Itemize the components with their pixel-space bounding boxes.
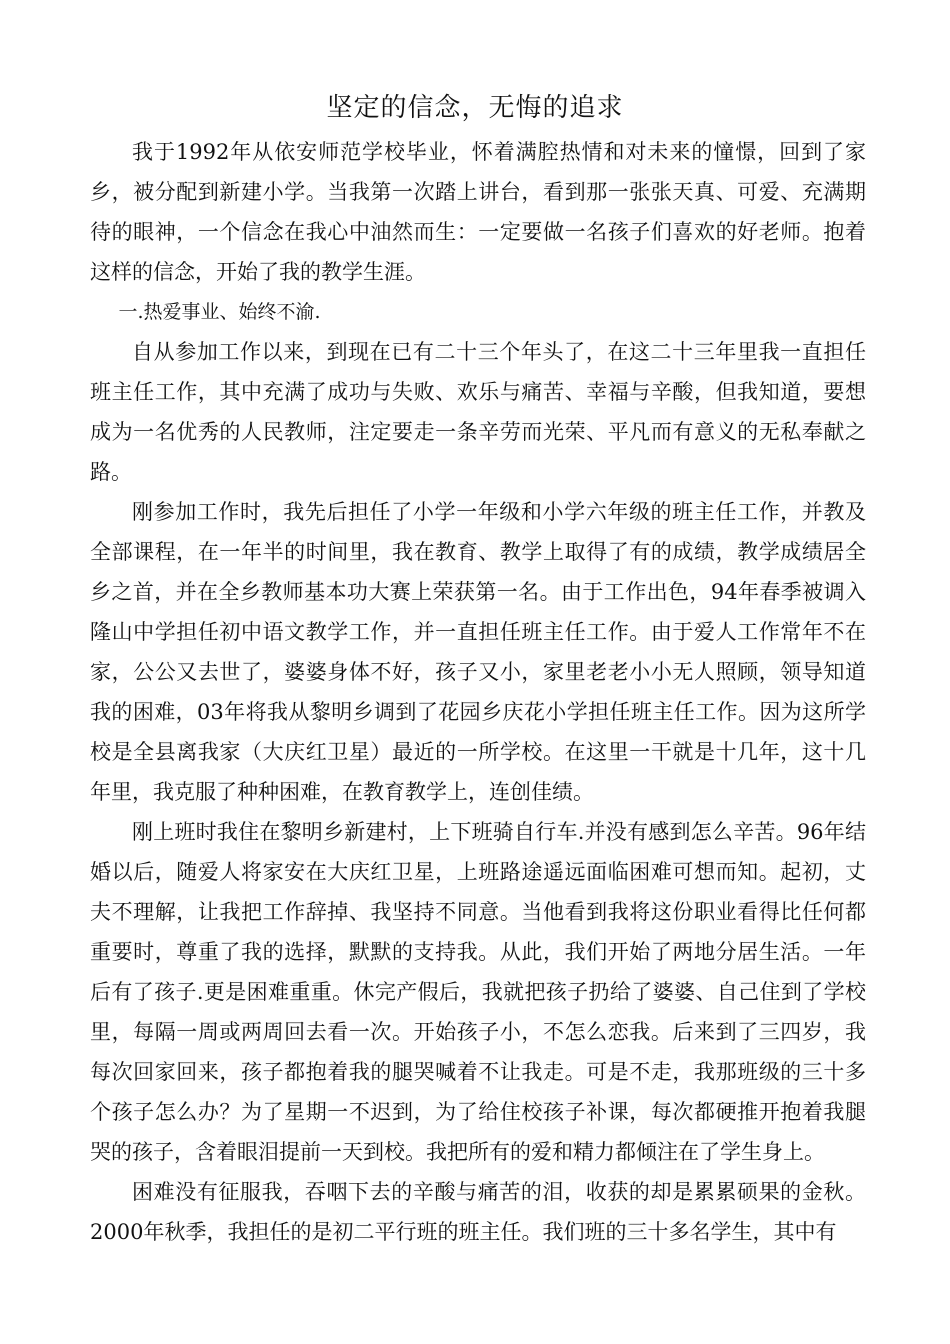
paragraph: 自从参加工作以来，到现在已有二十三个年头了，在这二十三年里我一直担任班主任工作，其中充满了成功与失败、欢乐与痛苦、幸福与辛酸，但我知道，要想成为一名优秀的人民教师，注定要走一条辛劳而光荣、平凡而有意义的无私奉献之路。 bbox=[90, 340, 866, 484]
paragraph: 刚上班时我住在黎明乡新建村，上下班骑自行车.并没有感到怎么辛苦。96年结婚以后，随爱人将家安在大庆红卫星，上班路途遥远面临困难可想而知。起初，丈夫不理解，让我把工作辞掉、我坚持不同意。当他看到我将这份职业看得比任何都重要时，尊重了我的选择，默默的支持我。从此，我们开始了两地分居生活。一年后有了孩子.更是困难重重。休完产假后，我就把孩子扔给了婆婆、自己住到了学校里，每隔一周或两周回去看一次。开始孩子小，不怎么恋我。后来到了三四岁，我每次回家回来，孩子都抱着我的腿哭喊着不让我走。可是不走，我那班级的三十多个孩子怎么办？为了星期一不迟到，为了给住校孩子补课，每次都硬推开抱着我腿哭的孩子，含着眼泪提前一天到校。我把所有的爱和精力都倾注在了学生身上。 bbox=[90, 820, 866, 1164]
paragraph-intro: 我于1992年从依安师范学校毕业，怀着满腔热情和对未来的憧憬，回到了家乡，被分配到新建小学。当我第一次踏上讲台，看到那一张张天真、可爱、充满期待的眼神，一个信念在我心中油然而生：一定要做一名孩子们喜欢的好老师。抱着这样的信念，开始了我的教学生涯。 bbox=[90, 140, 866, 284]
document-title: 坚定的信念，无悔的追求 bbox=[326, 93, 624, 123]
section-heading: 一.热爱事业、始终不渝. bbox=[118, 301, 321, 323]
paragraph: 刚参加工作时，我先后担任了小学一年级和小学六年级的班主任工作，并教及全部课程，在一年半的时间里，我在教育、教学上取得了有的成绩，教学成绩居全乡之首，并在全乡教师基本功大赛上荣获第一名。由于工作出色，94年春季被调入隆山中学担任初中语文教学工作，并一直担任班主任工作。由于爱人工作常年不在家，公公又去世了，婆婆身体不好，孩子又小，家里老老小小无人照顾，领导知道我的困难，03年将我从黎明乡调到了花园乡庆花小学担任班主任工作。因为这所学校是全县离我家（大庆红卫星）最近的一所学校。在这里一干就是十几年，这十几年里，我克服了种种困难，在教育教学上，连创佳绩。 bbox=[90, 500, 866, 804]
paragraph: 困难没有征服我，吞咽下去的辛酸与痛苦的泪，收获的却是累累硕果的金秋。2000年秋季，我担任的是初二平行班的班主任。我们班的三十多名学生，其中有 bbox=[90, 1180, 866, 1244]
document-body bbox=[90, 132, 866, 1252]
